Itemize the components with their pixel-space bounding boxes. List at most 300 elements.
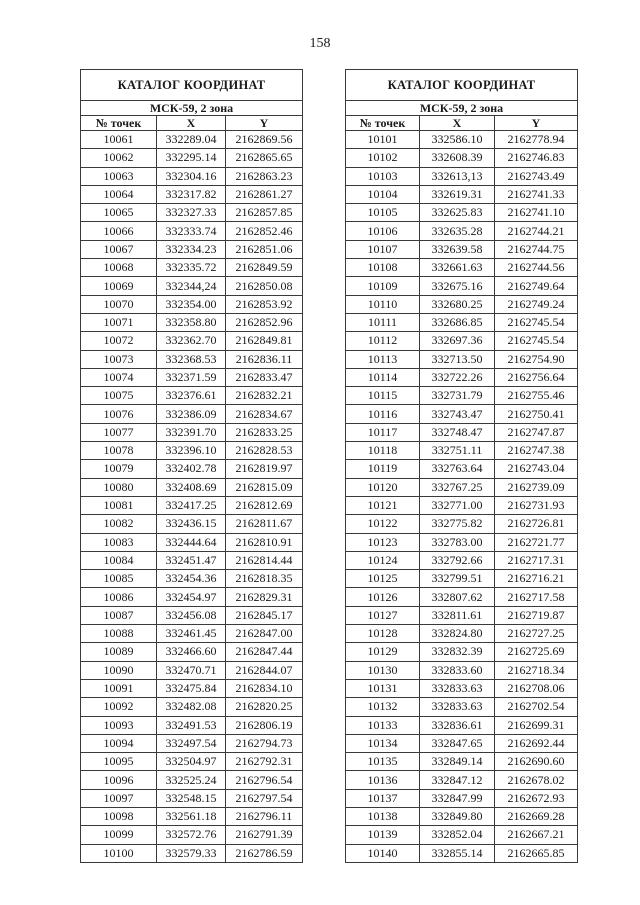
point-number-cell: 10119 — [346, 460, 420, 478]
table-row — [81, 167, 303, 185]
point-number-cell: 10136 — [346, 771, 420, 789]
point-number-cell: 10089 — [81, 643, 157, 661]
point-number-cell: 10099 — [81, 826, 157, 844]
y-coordinate-cell: 2162718.34 — [495, 661, 578, 679]
point-number-cell: 10105 — [346, 204, 420, 222]
table-row — [81, 332, 303, 350]
y-coordinate-cell: 2162796.11 — [226, 807, 303, 825]
x-coordinate-cell: 332680.25 — [420, 295, 495, 313]
point-number-cell: 10096 — [81, 771, 157, 789]
point-number-cell: 10098 — [81, 807, 157, 825]
y-coordinate-cell: 2162672.93 — [495, 789, 578, 807]
y-coordinate-cell: 2162806.19 — [226, 716, 303, 734]
y-coordinate-cell: 2162721.77 — [495, 533, 578, 551]
y-coordinate-cell: 2162743.04 — [495, 460, 578, 478]
x-coordinate-cell: 332456.08 — [157, 606, 226, 624]
point-number-cell: 10068 — [81, 259, 157, 277]
y-coordinate-cell: 2162863.23 — [226, 167, 303, 185]
table-row — [346, 442, 578, 460]
y-coordinate-cell: 2162832.21 — [226, 387, 303, 405]
x-coordinate-cell: 332391.70 — [157, 423, 226, 441]
y-coordinate-cell: 2162726.81 — [495, 515, 578, 533]
y-coordinate-cell: 2162708.06 — [495, 679, 578, 697]
x-coordinate-cell: 332289.04 — [157, 131, 226, 149]
y-coordinate-cell: 2162852.46 — [226, 222, 303, 240]
table-row — [346, 240, 578, 258]
zone-label: МСК-59, 2 зона — [81, 101, 303, 116]
x-coordinate-cell: 332833.63 — [420, 698, 495, 716]
point-number-cell: 10064 — [81, 185, 157, 203]
table-row — [81, 185, 303, 203]
table-row — [81, 625, 303, 643]
x-coordinate-cell: 332561.18 — [157, 807, 226, 825]
point-number-cell: 10081 — [81, 496, 157, 514]
table-row — [81, 844, 303, 862]
y-coordinate-cell: 2162739.09 — [495, 478, 578, 496]
x-coordinate-cell: 332635.28 — [420, 222, 495, 240]
x-coordinate-cell: 332686.85 — [420, 313, 495, 331]
x-coordinate-cell: 332833.60 — [420, 661, 495, 679]
table-row — [346, 259, 578, 277]
x-coordinate-cell: 332371.59 — [157, 368, 226, 386]
point-number-cell: 10112 — [346, 332, 420, 350]
y-coordinate-cell: 2162845.17 — [226, 606, 303, 624]
y-coordinate-cell: 2162849.59 — [226, 259, 303, 277]
x-coordinate-cell: 332368.53 — [157, 350, 226, 368]
y-coordinate-cell: 2162794.73 — [226, 734, 303, 752]
table-row — [81, 643, 303, 661]
y-coordinate-cell: 2162810.91 — [226, 533, 303, 551]
y-coordinate-cell: 2162731.93 — [495, 496, 578, 514]
table-row — [346, 606, 578, 624]
table-row — [346, 185, 578, 203]
x-coordinate-cell: 332327.33 — [157, 204, 226, 222]
table-row — [346, 204, 578, 222]
point-number-cell: 10065 — [81, 204, 157, 222]
catalog-title: КАТАЛОГ КООРДИНАТ — [346, 70, 578, 101]
y-coordinate-cell: 2162836.11 — [226, 350, 303, 368]
x-coordinate-cell: 332713.50 — [420, 350, 495, 368]
table-row — [81, 387, 303, 405]
table-row — [81, 826, 303, 844]
x-coordinate-cell: 332849.14 — [420, 753, 495, 771]
y-coordinate-cell: 2162745.54 — [495, 313, 578, 331]
x-coordinate-cell: 332608.39 — [420, 149, 495, 167]
x-coordinate-cell: 332295.14 — [157, 149, 226, 167]
y-coordinate-cell: 2162847.00 — [226, 625, 303, 643]
point-number-cell: 10118 — [346, 442, 420, 460]
y-coordinate-cell: 2162692.44 — [495, 734, 578, 752]
y-coordinate-cell: 2162667.21 — [495, 826, 578, 844]
x-coordinate-cell: 332451.47 — [157, 551, 226, 569]
table-row — [81, 551, 303, 569]
table-row — [346, 167, 578, 185]
point-number-cell: 10100 — [81, 844, 157, 862]
table-row — [81, 460, 303, 478]
table-row — [346, 625, 578, 643]
table-row — [81, 734, 303, 752]
y-coordinate-cell: 2162744.75 — [495, 240, 578, 258]
point-number-cell: 10103 — [346, 167, 420, 185]
y-coordinate-cell: 2162749.24 — [495, 295, 578, 313]
point-number-cell: 10129 — [346, 643, 420, 661]
point-number-cell: 10128 — [346, 625, 420, 643]
y-coordinate-cell: 2162745.54 — [495, 332, 578, 350]
table-row — [81, 661, 303, 679]
table-row — [346, 405, 578, 423]
y-coordinate-cell: 2162829.31 — [226, 588, 303, 606]
x-coordinate-cell: 332767.25 — [420, 478, 495, 496]
point-number-cell: 10132 — [346, 698, 420, 716]
table-row — [81, 478, 303, 496]
y-coordinate-cell: 2162815.09 — [226, 478, 303, 496]
y-coordinate-cell: 2162744.56 — [495, 259, 578, 277]
point-number-cell: 10131 — [346, 679, 420, 697]
y-coordinate-cell: 2162847.44 — [226, 643, 303, 661]
x-coordinate-cell: 332783.00 — [420, 533, 495, 551]
point-number-cell: 10079 — [81, 460, 157, 478]
point-number-cell: 10067 — [81, 240, 157, 258]
point-number-cell: 10109 — [346, 277, 420, 295]
table-row — [346, 661, 578, 679]
point-number-cell: 10106 — [346, 222, 420, 240]
point-number-cell: 10114 — [346, 368, 420, 386]
x-coordinate-cell: 332548.15 — [157, 789, 226, 807]
x-coordinate-cell: 332525.24 — [157, 771, 226, 789]
table-row — [81, 240, 303, 258]
x-coordinate-cell: 332417.25 — [157, 496, 226, 514]
x-coordinate-cell: 332491.53 — [157, 716, 226, 734]
y-coordinate-cell: 2162828.53 — [226, 442, 303, 460]
table-row — [81, 313, 303, 331]
x-coordinate-cell: 332386.09 — [157, 405, 226, 423]
table-row — [346, 131, 578, 149]
table-row — [346, 295, 578, 313]
point-number-cell: 10121 — [346, 496, 420, 514]
column-header-x: X — [157, 116, 226, 131]
point-number-cell: 10071 — [81, 313, 157, 331]
point-number-cell: 10074 — [81, 368, 157, 386]
y-coordinate-cell: 2162850.08 — [226, 277, 303, 295]
table-row — [81, 149, 303, 167]
table-row — [81, 679, 303, 697]
x-coordinate-cell: 332444.64 — [157, 533, 226, 551]
y-coordinate-cell: 2162819.97 — [226, 460, 303, 478]
y-coordinate-cell: 2162716.21 — [495, 570, 578, 588]
x-coordinate-cell: 332847.65 — [420, 734, 495, 752]
x-coordinate-cell: 332807.62 — [420, 588, 495, 606]
y-coordinate-cell: 2162844.07 — [226, 661, 303, 679]
x-coordinate-cell: 332436.15 — [157, 515, 226, 533]
point-number-cell: 10063 — [81, 167, 157, 185]
table-row — [346, 643, 578, 661]
x-coordinate-cell: 332833.63 — [420, 679, 495, 697]
x-coordinate-cell: 332461.45 — [157, 625, 226, 643]
point-number-cell: 10139 — [346, 826, 420, 844]
point-number-cell: 10138 — [346, 807, 420, 825]
point-number-cell: 10108 — [346, 259, 420, 277]
table-row — [346, 332, 578, 350]
x-coordinate-cell: 332470.71 — [157, 661, 226, 679]
point-number-cell: 10091 — [81, 679, 157, 697]
y-coordinate-cell: 2162852.96 — [226, 313, 303, 331]
point-number-cell: 10082 — [81, 515, 157, 533]
y-coordinate-cell: 2162820.25 — [226, 698, 303, 716]
x-coordinate-cell: 332572.76 — [157, 826, 226, 844]
x-coordinate-cell: 332376.61 — [157, 387, 226, 405]
catalog-title: КАТАЛОГ КООРДИНАТ — [81, 70, 303, 101]
point-number-cell: 10130 — [346, 661, 420, 679]
point-number-cell: 10087 — [81, 606, 157, 624]
table-row — [81, 789, 303, 807]
table-row — [346, 771, 578, 789]
x-coordinate-cell: 332358.80 — [157, 313, 226, 331]
x-coordinate-cell: 332824.80 — [420, 625, 495, 643]
y-coordinate-cell: 2162786.59 — [226, 844, 303, 862]
point-number-cell: 10076 — [81, 405, 157, 423]
x-coordinate-cell: 332344,24 — [157, 277, 226, 295]
table-row — [346, 753, 578, 771]
point-number-cell: 10110 — [346, 295, 420, 313]
x-coordinate-cell: 332731.79 — [420, 387, 495, 405]
x-coordinate-cell: 332748.47 — [420, 423, 495, 441]
column-header-point: № точек — [81, 116, 157, 131]
y-coordinate-cell: 2162853.92 — [226, 295, 303, 313]
point-number-cell: 10137 — [346, 789, 420, 807]
y-coordinate-cell: 2162750.41 — [495, 405, 578, 423]
point-number-cell: 10120 — [346, 478, 420, 496]
x-coordinate-cell: 332771.00 — [420, 496, 495, 514]
table-row — [81, 496, 303, 514]
table-row — [81, 204, 303, 222]
column-header-point: № точек — [346, 116, 420, 131]
y-coordinate-cell: 2162869.56 — [226, 131, 303, 149]
coordinates-table-right — [345, 69, 578, 863]
table-row — [81, 606, 303, 624]
y-coordinate-cell: 2162725.69 — [495, 643, 578, 661]
table-row — [346, 734, 578, 752]
column-header-x: X — [420, 116, 495, 131]
point-number-cell: 10083 — [81, 533, 157, 551]
point-number-cell: 10102 — [346, 149, 420, 167]
point-number-cell: 10097 — [81, 789, 157, 807]
y-coordinate-cell: 2162741.33 — [495, 185, 578, 203]
point-number-cell: 10088 — [81, 625, 157, 643]
table-row — [346, 496, 578, 514]
table-row — [346, 350, 578, 368]
x-coordinate-cell: 332661.63 — [420, 259, 495, 277]
x-coordinate-cell: 332497.54 — [157, 734, 226, 752]
point-number-cell: 10070 — [81, 295, 157, 313]
x-coordinate-cell: 332639.58 — [420, 240, 495, 258]
y-coordinate-cell: 2162669.28 — [495, 807, 578, 825]
point-number-cell: 10126 — [346, 588, 420, 606]
x-coordinate-cell: 332579.33 — [157, 844, 226, 862]
x-coordinate-cell: 332586.10 — [420, 131, 495, 149]
table-row — [81, 405, 303, 423]
y-coordinate-cell: 2162797.54 — [226, 789, 303, 807]
x-coordinate-cell: 332396.10 — [157, 442, 226, 460]
y-coordinate-cell: 2162747.38 — [495, 442, 578, 460]
x-coordinate-cell: 332466.60 — [157, 643, 226, 661]
x-coordinate-cell: 332304.16 — [157, 167, 226, 185]
x-coordinate-cell: 332697.36 — [420, 332, 495, 350]
x-coordinate-cell: 332775.82 — [420, 515, 495, 533]
table-row — [346, 423, 578, 441]
table-row — [346, 698, 578, 716]
y-coordinate-cell: 2162778.94 — [495, 131, 578, 149]
x-coordinate-cell: 332763.64 — [420, 460, 495, 478]
x-coordinate-cell: 332792.66 — [420, 551, 495, 569]
x-coordinate-cell: 332722.26 — [420, 368, 495, 386]
point-number-cell: 10135 — [346, 753, 420, 771]
column-header-y: Y — [495, 116, 578, 131]
y-coordinate-cell: 2162665.85 — [495, 844, 578, 862]
table-body — [81, 131, 303, 863]
x-coordinate-cell: 332855.14 — [420, 844, 495, 862]
table-row — [81, 753, 303, 771]
x-coordinate-cell: 332619.31 — [420, 185, 495, 203]
x-coordinate-cell: 332849.80 — [420, 807, 495, 825]
column-header-y: Y — [226, 116, 303, 131]
point-number-cell: 10062 — [81, 149, 157, 167]
y-coordinate-cell: 2162833.47 — [226, 368, 303, 386]
y-coordinate-cell: 2162747.87 — [495, 423, 578, 441]
x-coordinate-cell: 332504.97 — [157, 753, 226, 771]
x-coordinate-cell: 332625.83 — [420, 204, 495, 222]
x-coordinate-cell: 332317.82 — [157, 185, 226, 203]
y-coordinate-cell: 2162756.64 — [495, 368, 578, 386]
x-coordinate-cell: 332751.11 — [420, 442, 495, 460]
point-number-cell: 10075 — [81, 387, 157, 405]
y-coordinate-cell: 2162814.44 — [226, 551, 303, 569]
x-coordinate-cell: 332408.69 — [157, 478, 226, 496]
x-coordinate-cell: 332811.61 — [420, 606, 495, 624]
point-number-cell: 10122 — [346, 515, 420, 533]
y-coordinate-cell: 2162717.58 — [495, 588, 578, 606]
table-row — [81, 222, 303, 240]
table-row — [81, 350, 303, 368]
point-number-cell: 10134 — [346, 734, 420, 752]
table-row — [81, 807, 303, 825]
y-coordinate-cell: 2162678.02 — [495, 771, 578, 789]
table-row — [346, 679, 578, 697]
point-number-cell: 10072 — [81, 332, 157, 350]
y-coordinate-cell: 2162811.67 — [226, 515, 303, 533]
point-number-cell: 10093 — [81, 716, 157, 734]
x-coordinate-cell: 332362.70 — [157, 332, 226, 350]
point-number-cell: 10069 — [81, 277, 157, 295]
table-row — [346, 222, 578, 240]
point-number-cell: 10080 — [81, 478, 157, 496]
point-number-cell: 10116 — [346, 405, 420, 423]
y-coordinate-cell: 2162702.54 — [495, 698, 578, 716]
x-coordinate-cell: 332454.97 — [157, 588, 226, 606]
y-coordinate-cell: 2162849.81 — [226, 332, 303, 350]
point-number-cell: 10078 — [81, 442, 157, 460]
x-coordinate-cell: 332847.99 — [420, 789, 495, 807]
point-number-cell: 10085 — [81, 570, 157, 588]
y-coordinate-cell: 2162834.67 — [226, 405, 303, 423]
zone-label: МСК-59, 2 зона — [346, 101, 578, 116]
table-row — [81, 131, 303, 149]
x-coordinate-cell: 332333.74 — [157, 222, 226, 240]
y-coordinate-cell: 2162818.35 — [226, 570, 303, 588]
point-number-cell: 10124 — [346, 551, 420, 569]
y-coordinate-cell: 2162727.25 — [495, 625, 578, 643]
point-number-cell: 10133 — [346, 716, 420, 734]
y-coordinate-cell: 2162741.10 — [495, 204, 578, 222]
y-coordinate-cell: 2162792.31 — [226, 753, 303, 771]
y-coordinate-cell: 2162744.21 — [495, 222, 578, 240]
table-row — [346, 570, 578, 588]
point-number-cell: 10107 — [346, 240, 420, 258]
x-coordinate-cell: 332852.04 — [420, 826, 495, 844]
point-number-cell: 10111 — [346, 313, 420, 331]
y-coordinate-cell: 2162851.06 — [226, 240, 303, 258]
x-coordinate-cell: 332675.16 — [420, 277, 495, 295]
point-number-cell: 10095 — [81, 753, 157, 771]
table-row — [81, 295, 303, 313]
table-row — [346, 515, 578, 533]
point-number-cell: 10061 — [81, 131, 157, 149]
y-coordinate-cell: 2162699.31 — [495, 716, 578, 734]
x-coordinate-cell: 332847.12 — [420, 771, 495, 789]
y-coordinate-cell: 2162743.49 — [495, 167, 578, 185]
table-row — [81, 570, 303, 588]
y-coordinate-cell: 2162791.39 — [226, 826, 303, 844]
point-number-cell: 10140 — [346, 844, 420, 862]
y-coordinate-cell: 2162755.46 — [495, 387, 578, 405]
table-row — [81, 716, 303, 734]
y-coordinate-cell: 2162833.25 — [226, 423, 303, 441]
point-number-cell: 10090 — [81, 661, 157, 679]
table-row — [346, 826, 578, 844]
point-number-cell: 10117 — [346, 423, 420, 441]
x-coordinate-cell: 332334.23 — [157, 240, 226, 258]
y-coordinate-cell: 2162812.69 — [226, 496, 303, 514]
table-row — [346, 313, 578, 331]
y-coordinate-cell: 2162865.65 — [226, 149, 303, 167]
y-coordinate-cell: 2162834.10 — [226, 679, 303, 697]
table-row — [346, 789, 578, 807]
table-row — [346, 460, 578, 478]
x-coordinate-cell: 332832.39 — [420, 643, 495, 661]
point-number-cell: 10104 — [346, 185, 420, 203]
x-coordinate-cell: 332799.51 — [420, 570, 495, 588]
table-row — [81, 277, 303, 295]
x-coordinate-cell: 332475.84 — [157, 679, 226, 697]
point-number-cell: 10073 — [81, 350, 157, 368]
point-number-cell: 10127 — [346, 606, 420, 624]
x-coordinate-cell: 332354.00 — [157, 295, 226, 313]
table-row — [346, 478, 578, 496]
x-coordinate-cell: 332836.61 — [420, 716, 495, 734]
point-number-cell: 10123 — [346, 533, 420, 551]
y-coordinate-cell: 2162690.60 — [495, 753, 578, 771]
point-number-cell: 10066 — [81, 222, 157, 240]
table-row — [346, 277, 578, 295]
table-row — [81, 423, 303, 441]
x-coordinate-cell: 332743.47 — [420, 405, 495, 423]
table-row — [81, 771, 303, 789]
table-row — [81, 368, 303, 386]
point-number-cell: 10115 — [346, 387, 420, 405]
table-row — [81, 442, 303, 460]
y-coordinate-cell: 2162749.64 — [495, 277, 578, 295]
page-number: 158 — [309, 36, 331, 51]
x-coordinate-cell: 332402.78 — [157, 460, 226, 478]
